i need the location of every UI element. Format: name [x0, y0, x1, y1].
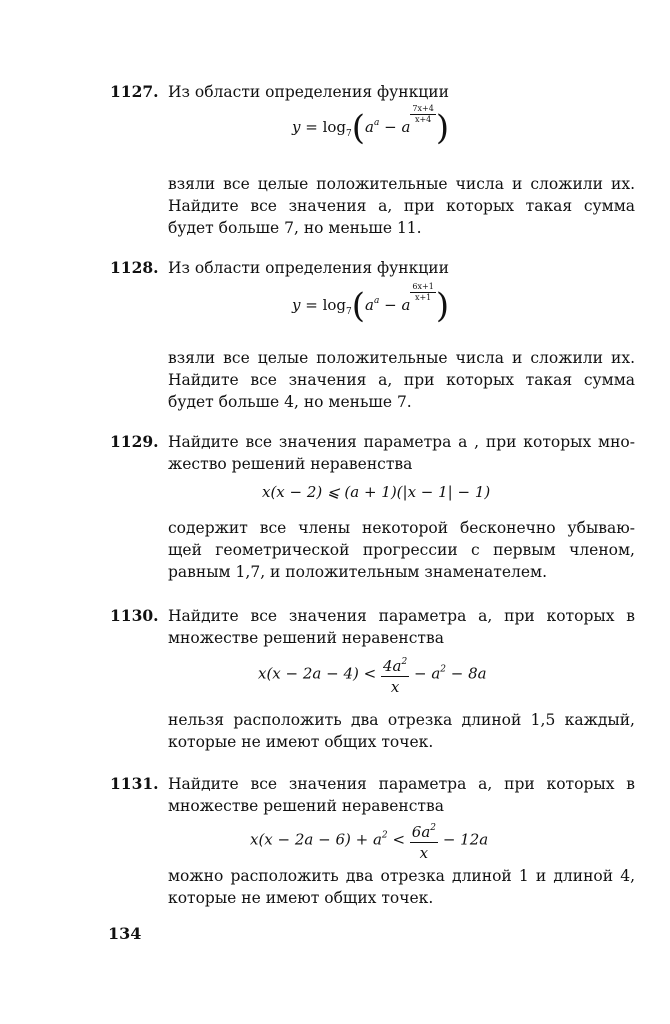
formula-lhs: y	[292, 118, 301, 136]
problem-intro-line: множестве решений неравенства	[168, 797, 444, 815]
formula-left-sup: 2	[381, 830, 388, 841]
problem-intro-line: жество решений неравенства	[168, 455, 413, 473]
problem-text-line: содержит все члены некоторой бесконечно убываю-	[168, 519, 635, 537]
exponent-num: 6x+1	[412, 282, 434, 291]
formula-right-sup: 2	[440, 664, 447, 675]
formula-func: log	[322, 118, 347, 136]
formula-relation: <	[392, 830, 406, 849]
formula-exponent	[410, 104, 435, 125]
problem-text-line: будет больше 4, но меньше 7.	[168, 393, 412, 411]
fraction-den: x	[390, 678, 400, 696]
problem-number: 1127.	[110, 82, 159, 101]
problem-intro-line: Найдите все значения параметра a, при которых в	[168, 607, 635, 625]
formula-var-exp: a	[373, 296, 380, 306]
formula-tail: − 12a	[442, 830, 489, 849]
formula-var: a	[365, 296, 374, 314]
right-paren: )	[435, 286, 450, 326]
function-formula: $y = \log_7(a^a - a$ $\frac{6x+1}{x+1}$ )	[292, 282, 450, 326]
formula-fraction	[381, 652, 409, 697]
problem-text-line: взяли все целые положительные числа и сложили их.	[168, 175, 635, 193]
formula-base: 7	[346, 129, 352, 139]
problem-text-line: Найдите все значения a, при которых такая сумма	[168, 371, 635, 389]
problem-text-line: равным 1,7, и положительным знаменателем.	[168, 563, 547, 581]
fraction-num: 4a	[382, 657, 402, 675]
inequality-formula	[258, 652, 487, 697]
exponent-den: x+4	[414, 115, 432, 124]
formula-base-var: a	[401, 296, 411, 314]
formula-base-var: a	[401, 118, 411, 136]
fraction-den: x	[419, 844, 429, 862]
problem-number: 1130.	[110, 606, 159, 625]
problem-text-line: будет больше 7, но меньше 11.	[168, 219, 422, 237]
formula-fraction	[410, 818, 438, 863]
formula-var-exp: a	[373, 118, 380, 128]
problem-text-line: можно расположить два отрезка длиной 1 и длиной 4,	[168, 867, 635, 885]
fraction-num: 6a	[411, 823, 431, 841]
problem-text-line: щей геометрической прогрессии с первым членом,	[168, 541, 635, 559]
fraction-num-sup: 2	[401, 657, 408, 667]
formula-left: x(x − 2a − 6) + a	[250, 830, 382, 849]
problem-number: 1131.	[110, 774, 159, 793]
problem-text-line: взяли все целые положительные числа и сложили их.	[168, 349, 635, 367]
problem-intro-line: Найдите все значения параметра a, при которых в	[168, 775, 635, 793]
exponent-num: 7x+4	[412, 104, 434, 113]
formula-func: log	[322, 296, 347, 314]
problem-text-line: Найдите все значения a, при которых такая сумма	[168, 197, 635, 215]
formula-var: a	[365, 118, 374, 136]
formula-right: − a	[414, 664, 441, 683]
function-formula: $y = \log_7(a^a - a$ $\frac{7x+4}{x+4}$ )	[292, 104, 450, 148]
left-paren: (	[351, 286, 366, 326]
problem-number: 1129.	[110, 432, 159, 451]
formula-lhs: y	[292, 296, 301, 314]
fraction-num-sup: 2	[430, 823, 437, 833]
problem-text-line: которые не имеют общих точек.	[168, 733, 434, 751]
problem-intro-line: множестве решений неравенства	[168, 629, 444, 647]
problem-intro: Из области определения функции	[168, 83, 449, 101]
right-paren: )	[435, 108, 450, 148]
formula-base: 7	[346, 307, 352, 317]
inequality-formula	[250, 818, 488, 863]
formula-left: x(x − 2a − 4) <	[258, 664, 377, 683]
left-paren: (	[351, 108, 366, 148]
inequality-formula: x(x − 2) ⩽ (a + 1)(|x − 1| − 1)	[262, 483, 491, 501]
problem-intro-line: Найдите все значения параметра a , при которых мно-	[168, 433, 635, 451]
problem-intro: Из области определения функции	[168, 259, 449, 277]
exponent-den: x+1	[414, 293, 432, 302]
problem-number: 1128.	[110, 258, 159, 277]
formula-tail: − 8a	[450, 664, 487, 683]
problem-text-line: которые не имеют общих точек.	[168, 889, 434, 907]
problem-text-line: нельзя расположить два отрезка длиной 1,5 каждый,	[168, 711, 635, 729]
formula-exponent	[410, 282, 435, 303]
page-number: 134	[108, 924, 142, 943]
